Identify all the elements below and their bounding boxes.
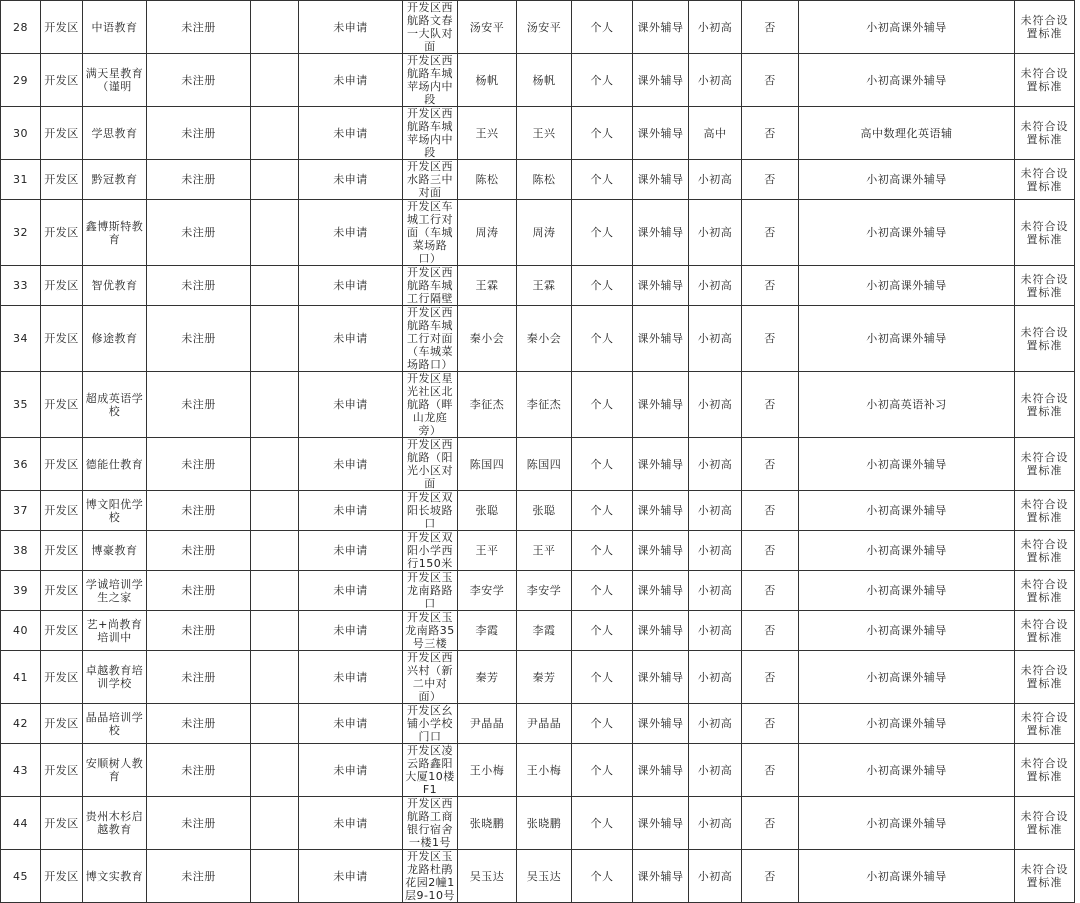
cell-license: 未申请 (299, 306, 403, 372)
cell-address: 开发区西航路车城苹场内中段 (403, 54, 458, 107)
cell-principal: 李安学 (517, 571, 572, 611)
cell-notes: 未符合设置标准 (1015, 531, 1075, 571)
cell-number: 31 (1, 160, 41, 200)
cell-number: 36 (1, 438, 41, 491)
cell-number: 29 (1, 54, 41, 107)
cell-empty (251, 611, 299, 651)
cell-scope: 小初高课外辅导 (799, 266, 1015, 306)
cell-legal-person: 王平 (458, 531, 517, 571)
cell-empty (251, 306, 299, 372)
cell-license: 未申请 (299, 651, 403, 704)
table-row (1, 850, 1075, 903)
cell-license: 未申请 (299, 266, 403, 306)
cell-boarding: 否 (742, 306, 799, 372)
cell-address: 开发区西航路工商银行宿舍一楼1号 (403, 797, 458, 850)
cell-license: 未申请 (299, 531, 403, 571)
cell-registration: 未注册 (147, 491, 251, 531)
cell-scope: 小初高课外辅导 (799, 797, 1015, 850)
cell-empty (251, 704, 299, 744)
cell-empty (251, 531, 299, 571)
cell-empty (251, 372, 299, 438)
cell-registration: 未注册 (147, 54, 251, 107)
cell-category: 课外辅导 (633, 744, 689, 797)
cell-registration: 未注册 (147, 200, 251, 266)
cell-address: 开发区玉龙南路路口 (403, 571, 458, 611)
cell-license: 未申请 (299, 491, 403, 531)
cell-district: 开发区 (41, 571, 83, 611)
cell-category: 课外辅导 (633, 491, 689, 531)
cell-principal: 陈松 (517, 160, 572, 200)
cell-empty (251, 266, 299, 306)
cell-empty (251, 1, 299, 54)
cell-registration: 未注册 (147, 797, 251, 850)
cell-type: 个人 (572, 491, 633, 531)
cell-category: 课外辅导 (633, 266, 689, 306)
cell-district: 开发区 (41, 200, 83, 266)
cell-legal-person: 张晓鹏 (458, 797, 517, 850)
cell-registration: 未注册 (147, 438, 251, 491)
cell-institution-name: 黔冠教育 (83, 160, 147, 200)
cell-empty (251, 651, 299, 704)
cell-principal: 汤安平 (517, 1, 572, 54)
table-body (1, 1, 1075, 903)
cell-notes: 未符合设置标准 (1015, 200, 1075, 266)
cell-type: 个人 (572, 438, 633, 491)
cell-category: 课外辅导 (633, 704, 689, 744)
cell-number: 30 (1, 107, 41, 160)
cell-boarding: 否 (742, 200, 799, 266)
table-row (1, 744, 1075, 797)
cell-principal: 李霞 (517, 611, 572, 651)
cell-registration: 未注册 (147, 744, 251, 797)
cell-notes: 未符合设置标准 (1015, 266, 1075, 306)
cell-boarding: 否 (742, 797, 799, 850)
table-row (1, 1, 1075, 54)
cell-principal: 周涛 (517, 200, 572, 266)
cell-institution-name: 贵州木杉启越教育 (83, 797, 147, 850)
cell-category: 课外辅导 (633, 372, 689, 438)
cell-registration: 未注册 (147, 160, 251, 200)
cell-legal-person: 周涛 (458, 200, 517, 266)
cell-number: 35 (1, 372, 41, 438)
cell-principal: 秦小会 (517, 306, 572, 372)
table-row (1, 160, 1075, 200)
cell-district: 开发区 (41, 107, 83, 160)
cell-notes: 未符合设置标准 (1015, 704, 1075, 744)
cell-boarding: 否 (742, 651, 799, 704)
cell-legal-person: 陈国四 (458, 438, 517, 491)
cell-address: 开发区西航路车城工行隔壁 (403, 266, 458, 306)
cell-scope: 小初高课外辅导 (799, 744, 1015, 797)
cell-legal-person: 秦芳 (458, 651, 517, 704)
cell-scope: 小初高课外辅导 (799, 651, 1015, 704)
cell-address: 开发区双阳长坡路口 (403, 491, 458, 531)
cell-district: 开发区 (41, 797, 83, 850)
cell-license: 未申请 (299, 107, 403, 160)
cell-address: 开发区西水路三中对面 (403, 160, 458, 200)
cell-principal: 张聪 (517, 491, 572, 531)
cell-district: 开发区 (41, 266, 83, 306)
cell-level: 小初高 (689, 704, 742, 744)
cell-registration: 未注册 (147, 850, 251, 903)
cell-license: 未申请 (299, 571, 403, 611)
cell-registration: 未注册 (147, 704, 251, 744)
cell-number: 37 (1, 491, 41, 531)
cell-institution-name: 智优教育 (83, 266, 147, 306)
cell-level: 小初高 (689, 266, 742, 306)
cell-type: 个人 (572, 797, 633, 850)
cell-legal-person: 王兴 (458, 107, 517, 160)
cell-registration: 未注册 (147, 651, 251, 704)
cell-number: 28 (1, 1, 41, 54)
cell-notes: 未符合设置标准 (1015, 438, 1075, 491)
cell-level: 小初高 (689, 200, 742, 266)
cell-registration: 未注册 (147, 531, 251, 571)
cell-address: 开发区双阳小学西行150米 (403, 531, 458, 571)
cell-district: 开发区 (41, 744, 83, 797)
cell-district: 开发区 (41, 611, 83, 651)
cell-address: 开发区幺铺小学校门口 (403, 704, 458, 744)
cell-notes: 未符合设置标准 (1015, 850, 1075, 903)
cell-type: 个人 (572, 372, 633, 438)
cell-address: 开发区西兴村（新二中对面） (403, 651, 458, 704)
cell-notes: 未符合设置标准 (1015, 491, 1075, 531)
cell-registration: 未注册 (147, 1, 251, 54)
cell-scope: 小初高课外辅导 (799, 438, 1015, 491)
cell-category: 课外辅导 (633, 1, 689, 54)
cell-principal: 秦芳 (517, 651, 572, 704)
cell-institution-name: 学诚培训学生之家 (83, 571, 147, 611)
cell-district: 开发区 (41, 372, 83, 438)
cell-type: 个人 (572, 1, 633, 54)
cell-level: 小初高 (689, 372, 742, 438)
cell-notes: 未符合设置标准 (1015, 54, 1075, 107)
cell-category: 课外辅导 (633, 200, 689, 266)
cell-license: 未申请 (299, 1, 403, 54)
cell-type: 个人 (572, 160, 633, 200)
cell-empty (251, 54, 299, 107)
cell-address: 开发区西航路文春一大队对面 (403, 1, 458, 54)
cell-empty (251, 850, 299, 903)
cell-address: 开发区车城工行对面（车城菜场路口） (403, 200, 458, 266)
cell-legal-person: 杨帆 (458, 54, 517, 107)
table-row (1, 571, 1075, 611)
cell-level: 高中 (689, 107, 742, 160)
cell-boarding: 否 (742, 372, 799, 438)
cell-level: 小初高 (689, 744, 742, 797)
table-row (1, 54, 1075, 107)
cell-legal-person: 陈松 (458, 160, 517, 200)
cell-institution-name: 德能仕教育 (83, 438, 147, 491)
cell-level: 小初高 (689, 611, 742, 651)
cell-institution-name: 鑫博斯特教育 (83, 200, 147, 266)
cell-category: 课外辅导 (633, 651, 689, 704)
cell-district: 开发区 (41, 306, 83, 372)
cell-license: 未申请 (299, 850, 403, 903)
cell-registration: 未注册 (147, 611, 251, 651)
cell-legal-person: 李霞 (458, 611, 517, 651)
cell-type: 个人 (572, 651, 633, 704)
cell-principal: 王兴 (517, 107, 572, 160)
cell-address: 开发区玉龙路杜鹃花园2幢1层9-10号 (403, 850, 458, 903)
cell-license: 未申请 (299, 54, 403, 107)
cell-license: 未申请 (299, 200, 403, 266)
cell-license: 未申请 (299, 611, 403, 651)
cell-scope: 小初高课外辅导 (799, 491, 1015, 531)
cell-principal: 陈国四 (517, 438, 572, 491)
cell-registration: 未注册 (147, 306, 251, 372)
cell-notes: 未符合设置标准 (1015, 107, 1075, 160)
cell-number: 43 (1, 744, 41, 797)
cell-boarding: 否 (742, 438, 799, 491)
cell-institution-name: 满天星教育（谨明 (83, 54, 147, 107)
cell-address: 开发区玉龙南路35号三楼 (403, 611, 458, 651)
cell-institution-name: 中语教育 (83, 1, 147, 54)
cell-institution-name: 晶晶培训学校 (83, 704, 147, 744)
cell-number: 45 (1, 850, 41, 903)
cell-level: 小初高 (689, 571, 742, 611)
cell-legal-person: 秦小会 (458, 306, 517, 372)
cell-type: 个人 (572, 850, 633, 903)
cell-scope: 小初高英语补习 (799, 372, 1015, 438)
cell-institution-name: 卓越教育培训学校 (83, 651, 147, 704)
cell-scope: 小初高课外辅导 (799, 160, 1015, 200)
cell-number: 33 (1, 266, 41, 306)
cell-legal-person: 张聪 (458, 491, 517, 531)
cell-scope: 小初高课外辅导 (799, 200, 1015, 266)
cell-principal: 王小梅 (517, 744, 572, 797)
cell-scope: 小初高课外辅导 (799, 54, 1015, 107)
cell-institution-name: 修途教育 (83, 306, 147, 372)
cell-category: 课外辅导 (633, 438, 689, 491)
cell-category: 课外辅导 (633, 850, 689, 903)
cell-number: 32 (1, 200, 41, 266)
cell-scope: 小初高课外辅导 (799, 1, 1015, 54)
cell-district: 开发区 (41, 491, 83, 531)
cell-scope: 小初高课外辅导 (799, 611, 1015, 651)
cell-category: 课外辅导 (633, 107, 689, 160)
cell-registration: 未注册 (147, 266, 251, 306)
table-row (1, 531, 1075, 571)
table-row (1, 200, 1075, 266)
cell-level: 小初高 (689, 438, 742, 491)
cell-district: 开发区 (41, 438, 83, 491)
cell-legal-person: 李安学 (458, 571, 517, 611)
cell-license: 未申请 (299, 160, 403, 200)
cell-institution-name: 博文实教育 (83, 850, 147, 903)
cell-category: 课外辅导 (633, 797, 689, 850)
cell-address: 开发区星光社区北航路（畔山龙庭旁） (403, 372, 458, 438)
cell-district: 开发区 (41, 1, 83, 54)
cell-notes: 未符合设置标准 (1015, 1, 1075, 54)
cell-district: 开发区 (41, 850, 83, 903)
cell-boarding: 否 (742, 571, 799, 611)
cell-legal-person: 汤安平 (458, 1, 517, 54)
cell-notes: 未符合设置标准 (1015, 160, 1075, 200)
cell-number: 38 (1, 531, 41, 571)
cell-level: 小初高 (689, 651, 742, 704)
cell-principal: 王平 (517, 531, 572, 571)
cell-principal: 李征杰 (517, 372, 572, 438)
cell-type: 个人 (572, 611, 633, 651)
table-row (1, 651, 1075, 704)
cell-legal-person: 王小梅 (458, 744, 517, 797)
cell-principal: 吴玉达 (517, 850, 572, 903)
table-row (1, 107, 1075, 160)
cell-address: 开发区西航路车城苹场内中段 (403, 107, 458, 160)
table-row (1, 797, 1075, 850)
cell-address: 开发区凌云路鑫阳大厦10楼F1 (403, 744, 458, 797)
cell-type: 个人 (572, 704, 633, 744)
cell-scope: 小初高课外辅导 (799, 571, 1015, 611)
cell-boarding: 否 (742, 611, 799, 651)
cell-notes: 未符合设置标准 (1015, 372, 1075, 438)
cell-notes: 未符合设置标准 (1015, 651, 1075, 704)
cell-license: 未申请 (299, 797, 403, 850)
cell-license: 未申请 (299, 744, 403, 797)
cell-district: 开发区 (41, 160, 83, 200)
cell-empty (251, 797, 299, 850)
cell-scope: 小初高课外辅导 (799, 306, 1015, 372)
cell-number: 42 (1, 704, 41, 744)
table-row (1, 438, 1075, 491)
cell-registration: 未注册 (147, 372, 251, 438)
cell-principal: 尹晶晶 (517, 704, 572, 744)
cell-type: 个人 (572, 266, 633, 306)
cell-license: 未申请 (299, 704, 403, 744)
cell-district: 开发区 (41, 651, 83, 704)
cell-level: 小初高 (689, 306, 742, 372)
table-row (1, 611, 1075, 651)
cell-scope: 小初高课外辅导 (799, 850, 1015, 903)
cell-institution-name: 安顺树人教育 (83, 744, 147, 797)
cell-boarding: 否 (742, 491, 799, 531)
cell-boarding: 否 (742, 531, 799, 571)
cell-level: 小初高 (689, 491, 742, 531)
cell-license: 未申请 (299, 372, 403, 438)
cell-level: 小初高 (689, 850, 742, 903)
cell-number: 39 (1, 571, 41, 611)
cell-boarding: 否 (742, 850, 799, 903)
cell-type: 个人 (572, 571, 633, 611)
cell-institution-name: 博豪教育 (83, 531, 147, 571)
cell-institution-name: 艺+尚教育培训中 (83, 611, 147, 651)
cell-empty (251, 491, 299, 531)
cell-type: 个人 (572, 531, 633, 571)
cell-address: 开发区西航路（阳光小区对面 (403, 438, 458, 491)
table-row (1, 306, 1075, 372)
cell-scope: 小初高课外辅导 (799, 531, 1015, 571)
cell-institution-name: 学思教育 (83, 107, 147, 160)
cell-category: 课外辅导 (633, 160, 689, 200)
cell-boarding: 否 (742, 744, 799, 797)
cell-legal-person: 尹晶晶 (458, 704, 517, 744)
cell-license: 未申请 (299, 438, 403, 491)
cell-empty (251, 571, 299, 611)
cell-boarding: 否 (742, 160, 799, 200)
cell-category: 课外辅导 (633, 531, 689, 571)
cell-empty (251, 160, 299, 200)
cell-institution-name: 博文阳优学校 (83, 491, 147, 531)
cell-boarding: 否 (742, 107, 799, 160)
cell-type: 个人 (572, 107, 633, 160)
cell-category: 课外辅导 (633, 571, 689, 611)
cell-type: 个人 (572, 200, 633, 266)
cell-notes: 未符合设置标准 (1015, 571, 1075, 611)
cell-notes: 未符合设置标准 (1015, 797, 1075, 850)
cell-notes: 未符合设置标准 (1015, 611, 1075, 651)
table-row (1, 372, 1075, 438)
cell-district: 开发区 (41, 704, 83, 744)
cell-notes: 未符合设置标准 (1015, 306, 1075, 372)
cell-address: 开发区西航路车城工行对面（车城菜场路口） (403, 306, 458, 372)
cell-scope: 小初高课外辅导 (799, 704, 1015, 744)
cell-number: 34 (1, 306, 41, 372)
cell-boarding: 否 (742, 1, 799, 54)
table-row (1, 266, 1075, 306)
cell-number: 44 (1, 797, 41, 850)
cell-level: 小初高 (689, 1, 742, 54)
cell-notes: 未符合设置标准 (1015, 744, 1075, 797)
cell-principal: 张晓鹏 (517, 797, 572, 850)
cell-number: 41 (1, 651, 41, 704)
cell-boarding: 否 (742, 704, 799, 744)
cell-boarding: 否 (742, 266, 799, 306)
cell-category: 课外辅导 (633, 306, 689, 372)
cell-legal-person: 王霖 (458, 266, 517, 306)
cell-legal-person: 吴玉达 (458, 850, 517, 903)
cell-boarding: 否 (742, 54, 799, 107)
cell-principal: 杨帆 (517, 54, 572, 107)
cell-type: 个人 (572, 306, 633, 372)
table-row (1, 491, 1075, 531)
cell-empty (251, 744, 299, 797)
cell-empty (251, 200, 299, 266)
cell-registration: 未注册 (147, 107, 251, 160)
cell-registration: 未注册 (147, 571, 251, 611)
cell-category: 课外辅导 (633, 54, 689, 107)
cell-district: 开发区 (41, 54, 83, 107)
cell-legal-person: 李征杰 (458, 372, 517, 438)
cell-level: 小初高 (689, 797, 742, 850)
cell-level: 小初高 (689, 160, 742, 200)
cell-type: 个人 (572, 54, 633, 107)
cell-category: 课外辅导 (633, 611, 689, 651)
cell-type: 个人 (572, 744, 633, 797)
cell-principal: 王霖 (517, 266, 572, 306)
cell-scope: 高中数理化英语辅 (799, 107, 1015, 160)
cell-level: 小初高 (689, 54, 742, 107)
cell-number: 40 (1, 611, 41, 651)
cell-institution-name: 超成英语学校 (83, 372, 147, 438)
table-row (1, 704, 1075, 744)
cell-empty (251, 107, 299, 160)
cell-empty (251, 438, 299, 491)
cell-district: 开发区 (41, 531, 83, 571)
cell-level: 小初高 (689, 531, 742, 571)
